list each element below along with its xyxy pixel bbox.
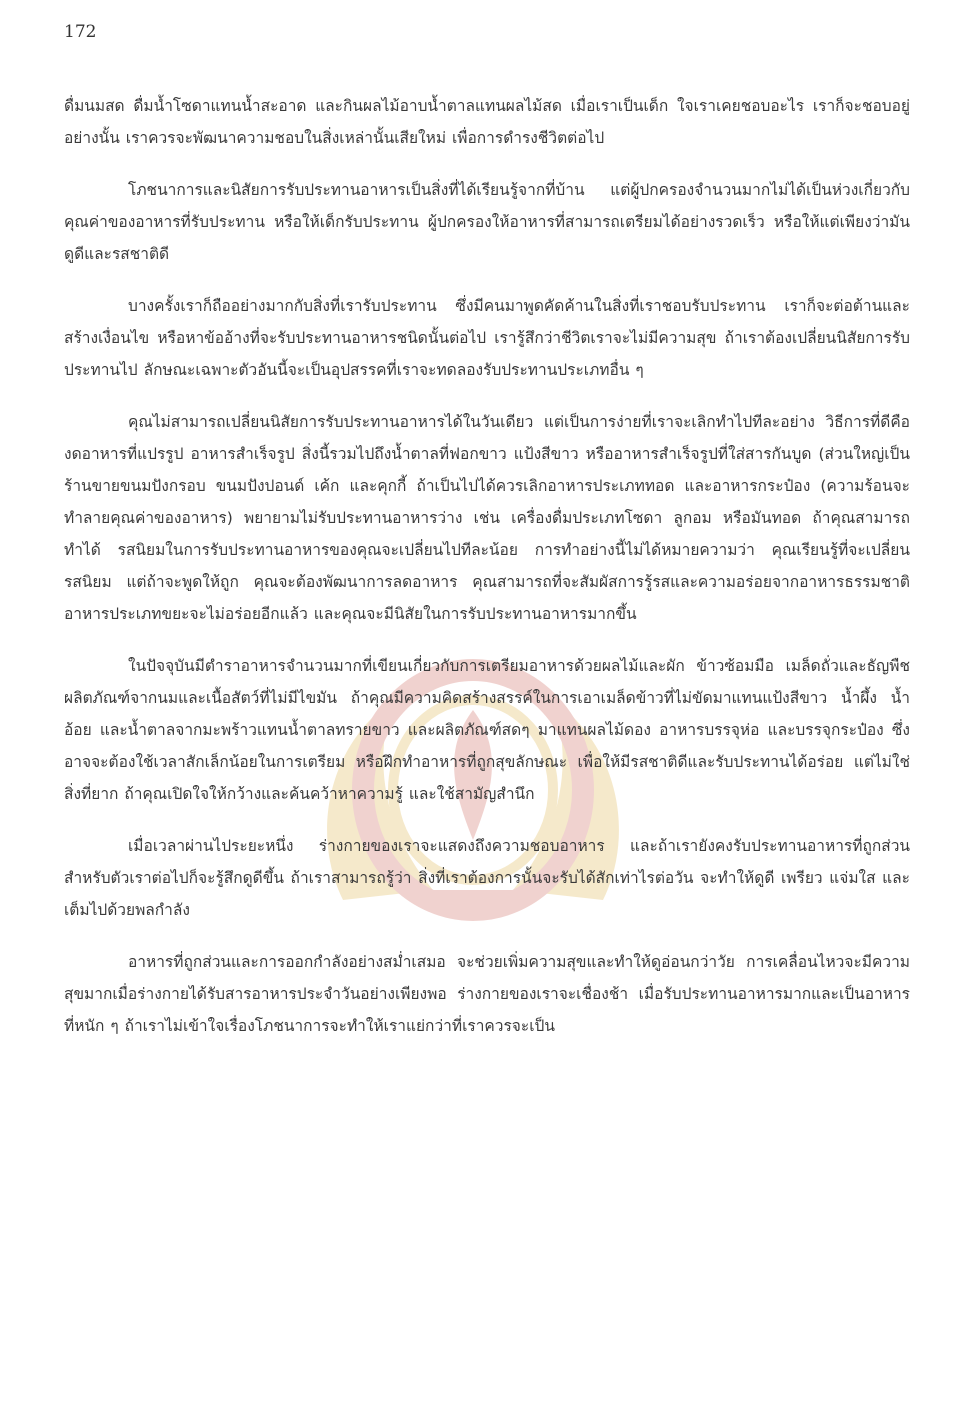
- paragraph-2: โภชนาการและนิสัยการรับประทานอาหารเป็นสิ่งที่ได้เรียนรู้จากที่บ้าน แต่ผู้ปกครองจำนวนมากไม่ได้เป็นห่วงเกี่ยวกับคุณค่าของอาหารที่รับประทาน หรือให้เด็กรับประทาน ผู้ปกครองให้อาหารที่สามารถเตรียมได้อย่างรวดเร็ว หรือให้แต่เพียงว่ามันดูดีและรสชาติดี: [64, 181, 910, 263]
- paragraph-4: คุณไม่สามารถเปลี่ยนนิสัยการรับประทานอาหารได้ในวันเดียว แต่เป็นการง่ายที่เราจะเลิกทำไปทีละอย่าง วิธีการที่ดีคือ งดอาหารที่แปรรูป อาหารสำเร็จรูป สิ่งนี้รวมไปถึงน้ำตาลที่ฟอกขาว แป้งสีขาว หรืออาหารสำเร็จรูปที่ใส่สารกันบูด (ส่วนใหญ่เป็นร้านขายขนมปังกรอบ ขนมปังปอนด์ เค้ก และคุกกี้ ถ้าเป็นไปได้ควรเลิกอาหารประเภททอด และอาหารกระป๋อง (ความร้อนจะทำลายคุณค่าของอาหาร) พยายามไม่รับประทานอาหารว่าง เช่น เครื่องดื่มประเภทโซดา ลูกอม หรือมันทอด ถ้าคุณสามารถทำได้ รสนิยมในการรับประทานอาหารของคุณจะเปลี่ยนไปทีละน้อย การทำอย่างนี้ไม่ได้หมายความว่า คุณเรียนรู้ที่จะเปลี่ยนรสนิยม แต่ถ้าจะพูดให้ถูก คุณจะต้องพัฒนาการลดอาหาร คุณสามารถที่จะสัมผัสการรู้รสและความอร่อยจากอาหารธรรมชาติ อาหารประเภทขยะจะไม่อร่อยอีกแล้ว และคุณจะมีนิสัยในการรับประทานอาหารมากขึ้น: [64, 413, 910, 623]
- paragraph-7: อาหารที่ถูกส่วนและการออกกำลังอย่างสม่ำเสมอ จะช่วยเพิ่มความสุขและทำให้ดูอ่อนกว่าวัย การเคลื่อนไหวจะมีความสุขมากเมื่อร่างกายได้รับสารอาหารประจำวันอย่างเพียงพอ ร่างกายของเราจะเชื่องช้า เมื่อรับประทานอาหารมากและเป็นอาหารที่หนัก ๆ ถ้าเราไม่เข้าใจเรื่องโภชนาการจะทำให้เราแย่กว่าที่เราควรจะเป็น: [64, 953, 910, 1035]
- paragraph-3: บางครั้งเราก็ถืออย่างมากกับสิ่งที่เรารับประทาน ซึ่งมีคนมาพูดคัดค้านในสิ่งที่เราชอบรับประทาน เราก็จะต่อต้านและสร้างเงื่อนไข หรือหาข้ออ้างที่จะรับประทานอาหารชนิดนั้นต่อไป เรารู้สึกว่าชีวิตเราจะไม่มีความสุข ถ้าเราต้องเปลี่ยนนิสัยการรับประทานไป ลักษณะเฉพาะตัวอันนี้จะเป็นอุปสรรคที่เราจะทดลองรับประทานประเภทอื่น ๆ: [64, 297, 910, 379]
- paragraph-6: เมื่อเวลาผ่านไประยะหนึ่ง ร่างกายของเราจะแสดงถึงความชอบอาหาร และถ้าเรายังคงรับประทานอาหารที่ถูกส่วนสำหรับตัวเราต่อไปก็จะรู้สึกดูดีขึ้น ถ้าเราสามารถรู้ว่า สิ่งที่เราต้องการนั้นจะรับได้สักเท่าไรต่อวัน จะทำให้ดูดี เพรียว แจ่มใส และเต็มไปด้วยพลกำลัง: [64, 837, 910, 919]
- body-text: [64, 90, 910, 1062]
- page-number: 172: [64, 22, 97, 42]
- paragraph-1: ดื่มนมสด ดื่มน้ำโซดาแทนน้ำสะอาด และกินผลไม้อาบน้ำตาลแทนผลไม้สด เมื่อเราเป็นเด็ก ใจเราเคยชอบอะไร เราก็จะชอบอยู่อย่างนั้น เราควรจะพัฒนาความชอบในสิ่งเหล่านั้นเสียใหม่ เพื่อการดำรงชีวิตต่อไป: [64, 97, 910, 147]
- paragraph-5: ในปัจจุบันมีตำราอาหารจำนวนมากที่เขียนเกี่ยวกับการเตรียมอาหารด้วยผลไม้และผัก ข้าวซ้อมมือ เมล็ดถั่วและธัญพืช ผลิตภัณฑ์จากนมและเนื้อสัตว์ที่ไม่มีไขมัน ถ้าคุณมีความคิดสร้างสรรค์ในการเอาเมล็ดข้าวที่ไม่ขัดมาแทนแป้งสีขาว น้ำผึ้ง น้ำอ้อย และน้ำตาลจากมะพร้าวแทนน้ำตาลทรายขาว และผลิตภัณฑ์สดๆ มาแทนผลไม้ดอง อาหารบรรจุห่อ และบรรจุกระป๋อง ซึ่งอาจจะต้องใช้เวลาสักเล็กน้อยในการเตรียม หรือฝึกทำอาหารที่ถูกสุขลักษณะ เพื่อให้มีรสชาติดีและรับประทานได้อร่อย แต่ไม่ใช่สิ่งที่ยาก ถ้าคุณเปิดใจให้กว้างและค้นคว้าหาความรู้ และใช้สามัญสำนึก: [64, 657, 910, 803]
